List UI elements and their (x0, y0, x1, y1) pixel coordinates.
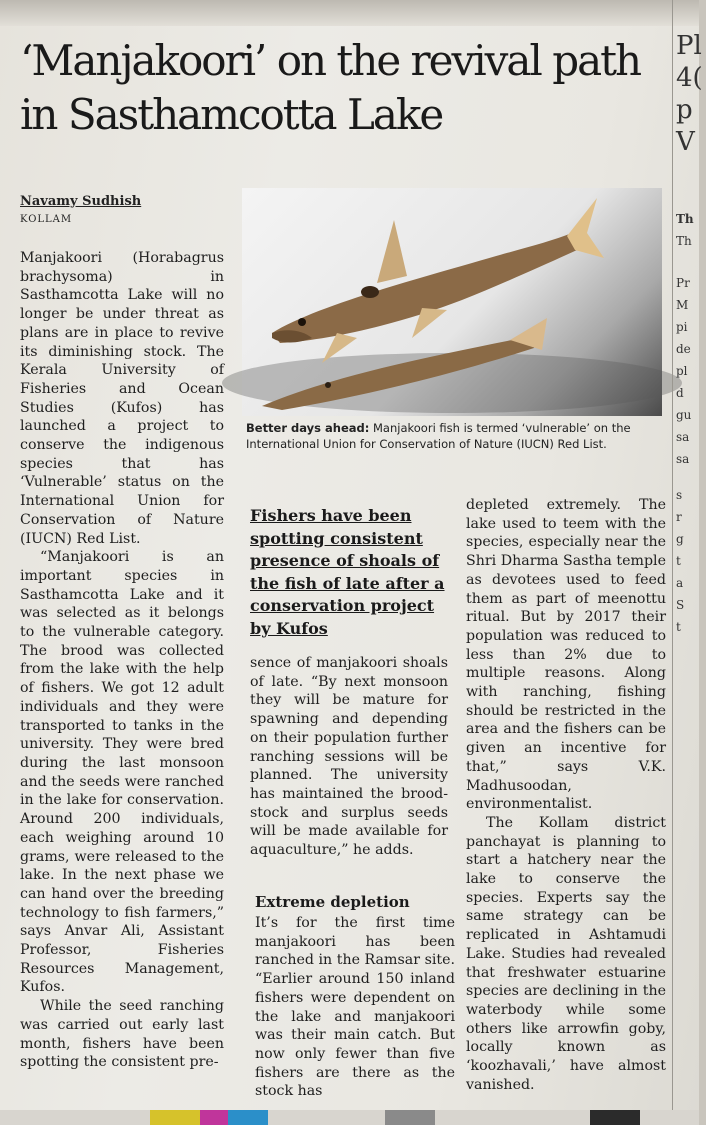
caption-text: Manjakoori fish is termed ‘vulnerable’ on the International Union for Conservation of Nature (IUCN) Red List. (246, 421, 631, 451)
fragment-text: p (676, 95, 693, 125)
pull-quote-text: Fishers have been spotting consistent presence of shoals of the fish of late after a conservation project by Kufos (250, 506, 445, 638)
column-1 (20, 249, 224, 1072)
fragment-text: s (676, 488, 683, 502)
photo-caption (246, 420, 662, 452)
fragment-text: de (676, 342, 691, 356)
pull-quote (250, 505, 448, 641)
fragment-text: sa (676, 452, 690, 466)
column-2-continued (255, 914, 455, 1101)
fragment-text: pi (676, 320, 688, 334)
fragment-text: d (676, 386, 684, 400)
paragraph: While the seed ranching was carried out early last month, fishers have been spotting the consistent pre- (20, 998, 224, 1071)
fragment-text: M (676, 298, 689, 312)
fragment-text: Pr (676, 276, 690, 290)
fragment-text: g (676, 532, 684, 546)
column-2 (250, 654, 448, 860)
paragraph: sence of manjakoori shoals of late. “By next monsoon they will be mature for spawning and depending on their population further ranching sessions will be planned. The university has maintained the brood-stock and surplus seeds will be made available for aquaculture,” he adds. (250, 655, 448, 859)
dateline: KOLLAM (20, 214, 73, 225)
fragment-text: gu (676, 408, 692, 422)
adjacent-article-fragment (676, 30, 706, 638)
fragment-text: r (676, 510, 682, 524)
fragment-text: t (676, 620, 681, 634)
column-divider (672, 0, 673, 1125)
color-bar-gray (385, 1110, 435, 1125)
column-3 (466, 496, 666, 1095)
headline: ‘Manjakoori’ on the revival path in Sasthamcotta Lake (20, 36, 641, 139)
fragment-text: Pl (676, 31, 702, 61)
paragraph: It’s for the first time manjakoori has been ranched in the Ramsar site. “Earlier around 150 inland fishers were dependent on the lake and manjakoori was their main catch. But now only fewer than five fishers are there as the stock has (255, 915, 455, 1100)
fragment-text: pl (676, 364, 688, 378)
color-bar-yellow (150, 1110, 200, 1125)
paragraph: The Kollam district panchayat is planning to start a hatchery near the lake to conserve the species. Experts say the same strategy can be replicated in Ashtamudi Lake. Studies had revealed that freshwater estuarine species are declining in the waterbody while some others like arrowfin goby, locally known as ‘koozhavali,’ have almost vanished. (466, 814, 666, 1093)
fragment-text: sa (676, 430, 690, 444)
page-top-shadow (0, 0, 699, 26)
paragraph: “Manjakoori is an important species in Sasthamcotta Lake and it was selected as it belongs to the vulnerable category. The brood was collected from the lake with the help of fishers. We got 12 adult individuals and they were transported to tanks in the university. They were bred during the last monsoon and the seeds were ranched in the lake for conservation. Around 200 individuals, each weighing around 10 grams, were released to the lake. In the next phase we can hand over the breeding technology to fish farmers,” says Anvar Ali, Assistant Professor, Fisheries Resources Management, Kufos. (20, 549, 224, 996)
fragment-text: V (676, 127, 695, 157)
paragraph: depleted extremely. The lake used to teem with the species, especially near the Shri Dharma Sastha temple as devotees used to feed them as part of meenottu ritual. But by 2017 their population was reduced to less than 2% due to multiple reasons. Along with ranching, fishing should be restricted in the area and the fishers can be given an incentive for that,” says V.K. Madhusoodan, environmentalist. (466, 497, 666, 813)
caption-label: Better days ahead: (246, 421, 370, 435)
subhead: Extreme depletion (255, 893, 410, 911)
fragment-text: t (676, 554, 681, 568)
byline: Navamy Sudhish (20, 194, 142, 209)
fragment-text: 4( (676, 63, 703, 93)
fish-photo (242, 188, 662, 416)
fragment-text: Th (676, 234, 692, 248)
color-bar-magenta (200, 1110, 228, 1125)
color-bar-black (590, 1110, 640, 1125)
fragment-text: a (676, 576, 684, 590)
fragment-text: S (676, 598, 685, 612)
fragment-text: Th (676, 212, 694, 226)
fish-illustration (242, 188, 662, 416)
paragraph: Manjakoori (Horabagrus brachysoma) in Sasthamcotta Lake will no longer be under threat as plans are in place to revive its diminishing stock. The Kerala University of Fisheries and Ocean Studies (Kufos) has launched a project to conserve the indigenous species that has ‘Vulnerable’ status on the International Union for Conservation of Nature (IUCN) Red List. (20, 250, 224, 547)
color-bar-cyan (228, 1110, 268, 1125)
